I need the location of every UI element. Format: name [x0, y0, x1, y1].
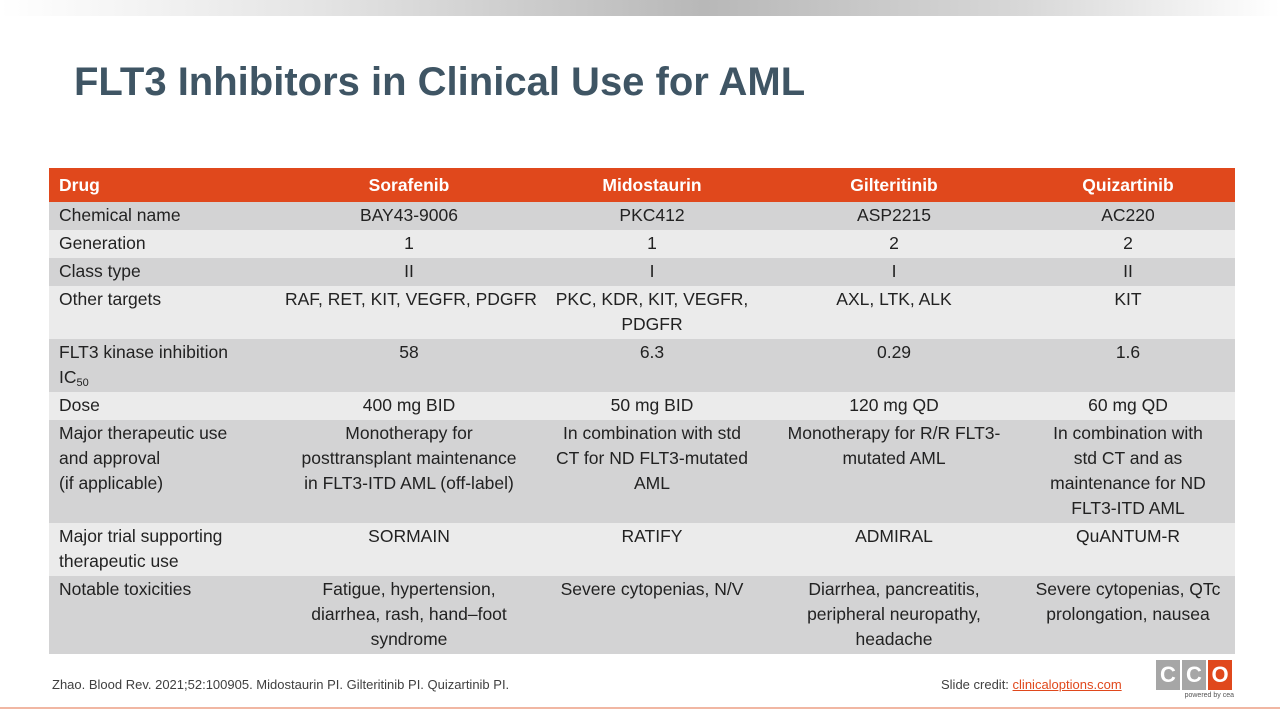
cell-text-line: SORMAIN [368, 526, 450, 546]
cell-text-line: diarrhea, rash, hand–foot [311, 604, 507, 624]
row-label [49, 392, 281, 420]
row-label-line: Generation [59, 233, 146, 253]
table-cell [281, 286, 537, 339]
credit-label: Slide credit: [941, 677, 1009, 692]
table-cell [1021, 339, 1235, 392]
table-cell [281, 576, 537, 654]
table-row [49, 286, 1235, 339]
logo-letter-c2: C [1182, 660, 1206, 690]
table-cell [537, 576, 767, 654]
table-cell [1021, 230, 1235, 258]
row-label [49, 420, 281, 523]
table-cell [767, 202, 1021, 230]
table-cell [537, 420, 767, 523]
table-cell [1021, 286, 1235, 339]
row-label-line: Dose [59, 395, 100, 415]
cell-text-line: FLT3-ITD AML [1071, 498, 1185, 518]
table-cell [1021, 576, 1235, 654]
table-cell [537, 339, 767, 392]
cell-text-line: 2 [1123, 233, 1133, 253]
cell-text-line: BAY43-9006 [360, 205, 458, 225]
cell-text-line: posttransplant maintenance [301, 448, 517, 468]
cell-text-line: syndrome [370, 629, 448, 649]
cell-text-line: AXL, LTK, ALK [836, 289, 952, 309]
row-label-line: IC [59, 367, 77, 387]
cell-text-line: Diarrhea, pancreatitis, [808, 579, 980, 599]
cell-text-line: 1 [647, 233, 657, 253]
credit-link[interactable]: clinicaloptions.com [1012, 677, 1122, 692]
cell-text-line: Fatigue, hypertension, [322, 579, 496, 599]
ic50-label [59, 365, 89, 390]
table-cell [767, 230, 1021, 258]
table-cell [1021, 420, 1235, 523]
cell-text-line: RAF, RET, KIT, VEGFR, PDGFR [285, 289, 537, 309]
cell-text-line: ADMIRAL [855, 526, 933, 546]
cell-text-line: Severe cytopenias, N/V [560, 579, 744, 599]
logo-letter-c1: C [1156, 660, 1180, 690]
top-gradient-bar [0, 0, 1280, 16]
table-cell [537, 202, 767, 230]
row-label-line: Other targets [59, 289, 162, 309]
cell-text-line: 58 [399, 342, 419, 362]
logo-letter-o: O [1208, 660, 1232, 690]
cell-text-line: In combination with std [562, 423, 741, 443]
table-cell [1021, 392, 1235, 420]
cell-text-line: mutated AML [842, 448, 946, 468]
bottom-accent-line [0, 707, 1280, 709]
table-row [49, 420, 1235, 523]
cell-text-line: 60 mg QD [1088, 395, 1168, 415]
cell-text-line: In combination with [1053, 423, 1203, 443]
cell-text-line: AML [634, 473, 670, 493]
table-row [49, 392, 1235, 420]
cell-text-line: ASP2215 [857, 205, 931, 225]
table-row [49, 202, 1235, 230]
cell-text-line: 1 [404, 233, 414, 253]
table-cell [767, 576, 1021, 654]
cell-text-line: PKC, KDR, KIT, VEGFR, [555, 289, 749, 309]
table-cell [537, 523, 767, 576]
cell-text-line: PDGFR [621, 314, 683, 334]
row-label-line: (if applicable) [59, 473, 164, 493]
row-label-line: therapeutic use [59, 551, 179, 571]
cell-text-line: Monotherapy for R/R FLT3- [787, 423, 1001, 443]
row-label [49, 576, 281, 654]
row-label-line: Notable toxicities [59, 579, 192, 599]
table-row [49, 523, 1235, 576]
table-cell [767, 339, 1021, 392]
table-cell [281, 420, 537, 523]
cell-text-line: 50 mg BID [610, 395, 694, 415]
row-label [49, 286, 281, 339]
cell-text-line: II [404, 261, 414, 281]
cell-text-line: 1.6 [1115, 342, 1141, 362]
footer-reference: Zhao. Blood Rev. 2021;52:100905. Midostaurin PI. Gilteritinib PI. Quizartinib PI. [52, 677, 510, 692]
cell-text-line: II [1123, 261, 1133, 281]
cell-text-line: Severe cytopenias, QTc [1035, 579, 1221, 599]
cell-text-line: std CT and as [1073, 448, 1183, 468]
row-label [49, 202, 281, 230]
table-cell [767, 392, 1021, 420]
table-cell [1021, 258, 1235, 286]
table-cell [537, 230, 767, 258]
slide-title: FLT3 Inhibitors in Clinical Use for AML [74, 60, 806, 104]
table-cell [767, 523, 1021, 576]
ic50-subscript: 50 [76, 377, 89, 389]
cell-text-line: 400 mg BID [362, 395, 456, 415]
cell-text-line: I [891, 261, 897, 281]
cell-text-line: PKC412 [619, 205, 685, 225]
table-cell [281, 202, 537, 230]
table-cell [537, 286, 767, 339]
cell-text-line: 120 mg QD [849, 395, 939, 415]
row-label-line: Class type [59, 261, 141, 281]
table-cell [281, 392, 537, 420]
table-cell [767, 286, 1021, 339]
cell-text-line: RATIFY [621, 526, 683, 546]
row-label-line: Major trial supporting [59, 526, 223, 546]
cell-text-line: QuANTUM-R [1075, 526, 1181, 546]
table-header-row [49, 168, 1235, 202]
cell-text-line: Monotherapy for [345, 423, 473, 443]
header-drug-label: Drug [49, 168, 281, 202]
cell-text-line: I [649, 261, 655, 281]
table-cell [281, 523, 537, 576]
table-row [49, 576, 1235, 654]
flt3-inhibitor-table [49, 168, 1235, 654]
row-label [49, 523, 281, 576]
header-gilteritinib: Gilteritinib [767, 168, 1021, 202]
row-label-line: Major therapeutic use [59, 423, 228, 443]
cell-text-line: maintenance for ND [1050, 473, 1206, 493]
cell-text-line: in FLT3-ITD AML (off-label) [304, 473, 514, 493]
table-cell [281, 258, 537, 286]
cell-text-line: prolongation, nausea [1046, 604, 1210, 624]
table-row [49, 258, 1235, 286]
table-cell [281, 339, 537, 392]
row-label [49, 339, 281, 392]
table-row [49, 339, 1235, 392]
cco-logo [1156, 660, 1234, 706]
cell-text-line: AC220 [1101, 205, 1155, 225]
slide-credit [941, 677, 1122, 692]
table-cell [281, 230, 537, 258]
table-cell [537, 392, 767, 420]
table-body [49, 202, 1235, 654]
table-cell [537, 258, 767, 286]
cell-text-line: peripheral neuropathy, [807, 604, 981, 624]
logo-tagline: powered by cea [1184, 692, 1234, 699]
row-label-line: and approval [59, 448, 161, 468]
cell-text-line: 0.29 [876, 342, 912, 362]
table-cell [1021, 202, 1235, 230]
row-label-line: FLT3 kinase inhibition [59, 342, 228, 362]
row-label-line: Chemical name [59, 205, 181, 225]
table-cell [767, 420, 1021, 523]
header-sorafenib: Sorafenib [281, 168, 537, 202]
header-quizartinib: Quizartinib [1021, 168, 1235, 202]
cell-text-line: CT for ND FLT3-mutated [556, 448, 748, 468]
row-label [49, 230, 281, 258]
table-row [49, 230, 1235, 258]
row-label [49, 258, 281, 286]
cell-text-line: 2 [889, 233, 899, 253]
cell-text-line: headache [855, 629, 933, 649]
table-cell [1021, 523, 1235, 576]
cell-text-line: 6.3 [639, 342, 665, 362]
header-midostaurin: Midostaurin [537, 168, 767, 202]
table-cell [767, 258, 1021, 286]
cell-text-line: KIT [1114, 289, 1142, 309]
